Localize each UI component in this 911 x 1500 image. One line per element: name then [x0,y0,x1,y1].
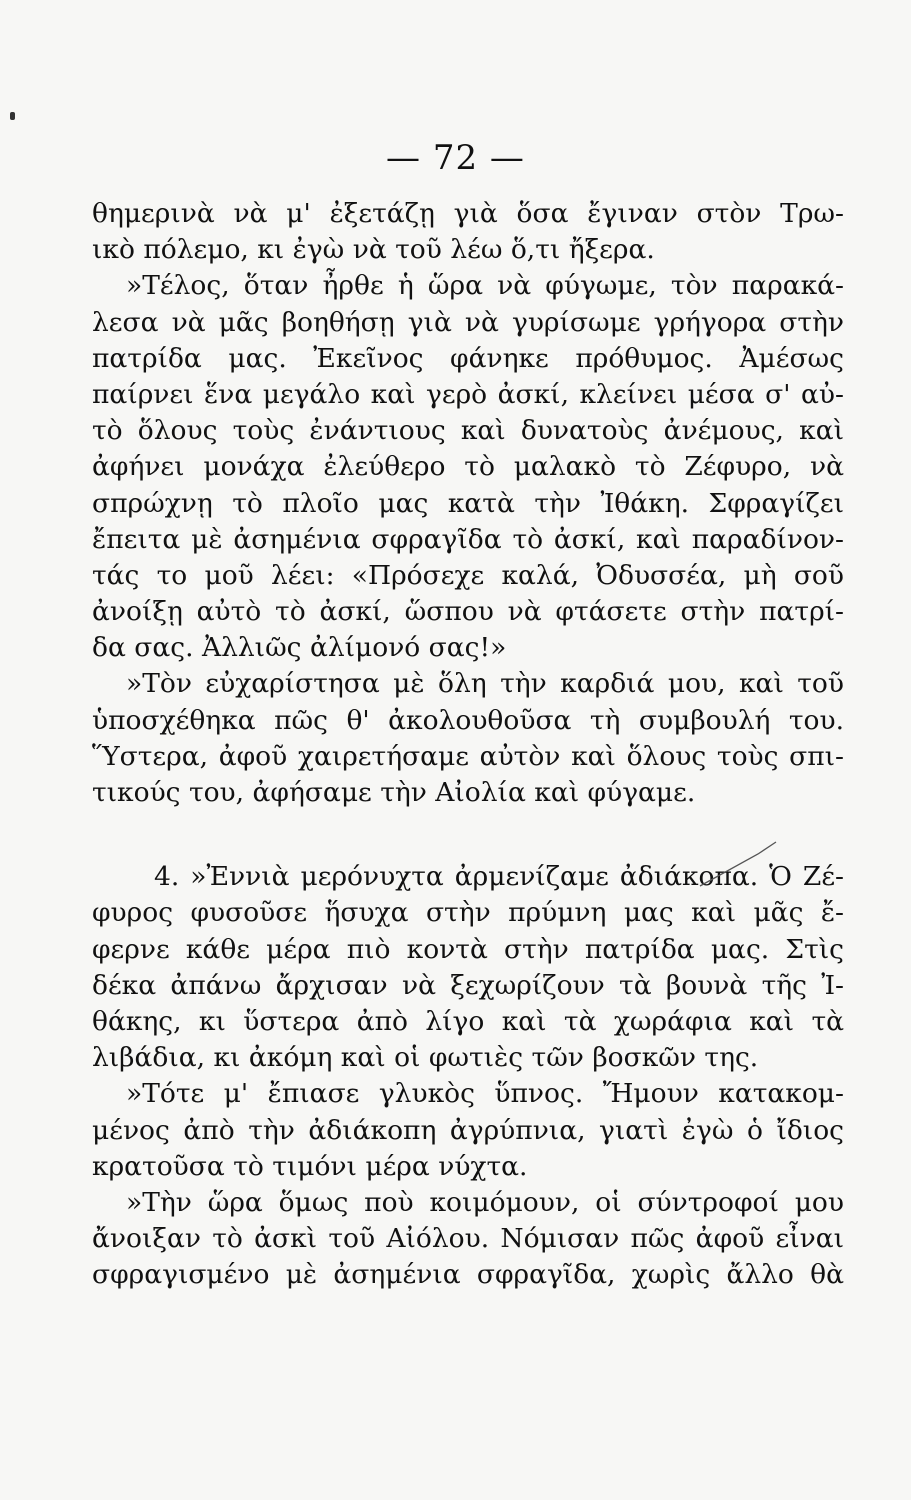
text-line: »Τέλος, ὅταν ἦρθε ἡ ὥρα νὰ φύγωμε, τὸν παρακά- [126,270,844,302]
text-line: λιβάδια, κι ἀκόμη καὶ οἱ φωτιὲς τῶν βοσκῶν της. [92,1042,759,1074]
ink-speck [10,112,15,120]
page-text [92,196,844,1293]
text-line: δα σας. Ἀλλιῶς ἀλίμονό σας!» [92,632,507,664]
text-line: »Τὴν ὥρα ὅμως ποὺ κοιμόμουν, οἱ σύντροφοί μου [126,1186,844,1218]
text-line: σφραγισμένο μὲ ἀσημένια σφραγῖδα, χωρὶς ἄλλο θὰ [92,1259,844,1291]
text-line: 4. »Ἐννιὰ μερόνυχτα ἀρμενίζαμε ἀδιάκοπα. Ὁ Ζέ- [154,861,844,893]
text-line: ἀνοίξῃ αὐτὸ τὸ ἀσκί, ὥσπου νὰ φτάσετε στὴν πατρί- [92,596,844,628]
text-line: τὸ ὅλους τοὺς ἐνάντιους καὶ δυνατοὺς ἀνέμους, καὶ [92,415,844,447]
text-line: μένος ἀπὸ τὴν ἀδιάκοπη ἀγρύπνια, γιατὶ ἐγὼ ὁ ἴδιος [92,1114,844,1146]
text-line: ἄνοιξαν τὸ ἀσκὶ τοῦ Αἰόλου. Νόμισαν πῶς ἀφοῦ εἶναι [92,1223,844,1255]
text-line: θημερινὰ νὰ μ' ἐξετάζῃ γιὰ ὅσα ἔγιναν στὸν Τρω- [92,198,844,229]
text-line: σπρώχνῃ τὸ πλοῖο μας κατὰ τὴν Ἰθάκη. Σφραγίζει [92,487,844,519]
page-number: — 72 — [386,138,525,178]
text-line: δέκα ἀπάνω ἄρχισαν νὰ ξεχωρίζουν τὰ βουνὰ τῆς Ἰ- [92,969,844,1001]
text-line: φερνε κάθε μέρα πιὸ κοντὰ στὴν πατρίδα μας. Στὶς [92,933,844,965]
text-line: ἔπειτα μὲ ἀσημένια σφραγῖδα τὸ ἀσκί, καὶ παραδίνον- [92,523,844,555]
text-line: Ὕστερα, ἀφοῦ χαιρετήσαμε αὐτὸν καὶ ὅλους τοὺς σπι- [92,740,844,772]
text-line: κρατοῦσα τὸ τιμόνι μέρα νύχτα. [92,1150,528,1182]
text-line: »Τὸν εὐχαρίστησα μὲ ὅλη τὴν καρδιά μου, καὶ τοῦ [126,668,844,700]
text-line: θάκης, κι ὕστερα ἀπὸ λίγο καὶ τὰ χωράφια καὶ τὰ [92,1005,844,1037]
text-line: τικούς του, ἀφήσαμε τὴν Αἰολία καὶ φύγαμε. [92,777,696,808]
text-line: ἀφήνει μονάχα ἐλεύθερο τὸ μαλακὸ τὸ Ζέφυρο, νὰ [92,451,844,483]
text-line: »Τότε μ' ἔπιασε γλυκὸς ὕπνος. Ἤμουν κατακομ- [126,1078,844,1110]
pencil-mark [698,840,778,890]
text-line: ὑποσχέθηκα πῶς θ' ἀκολουθοῦσα τὴ συμβουλή του. [92,704,844,736]
text-line: τάς το μοῦ λέει: «Πρόσεχε καλά, Ὀδυσσέα, μὴ σοῦ [92,559,844,591]
text-line: λεσα νὰ μᾶς βοηθήσῃ γιὰ νὰ γυρίσωμε γρήγορα στὴν [92,306,844,338]
text-line: παίρνει ἕνα μεγάλο καὶ γερὸ ἀσκί, κλείνει μέσα σ' αὐ- [92,378,844,410]
text-line: ικὸ πόλεμο, κι ἐγὼ νὰ τοῦ λέω ὅ,τι ἤξερα. [92,234,655,266]
text-line: πατρίδα μας. Ἐκεῖνος φάνηκε πρόθυμος. Ἀμέσως [92,342,844,374]
text-line: φυρος φυσοῦσε ἥσυχα στὴν πρύμνη μας καὶ μᾶς ἔ- [92,897,844,929]
